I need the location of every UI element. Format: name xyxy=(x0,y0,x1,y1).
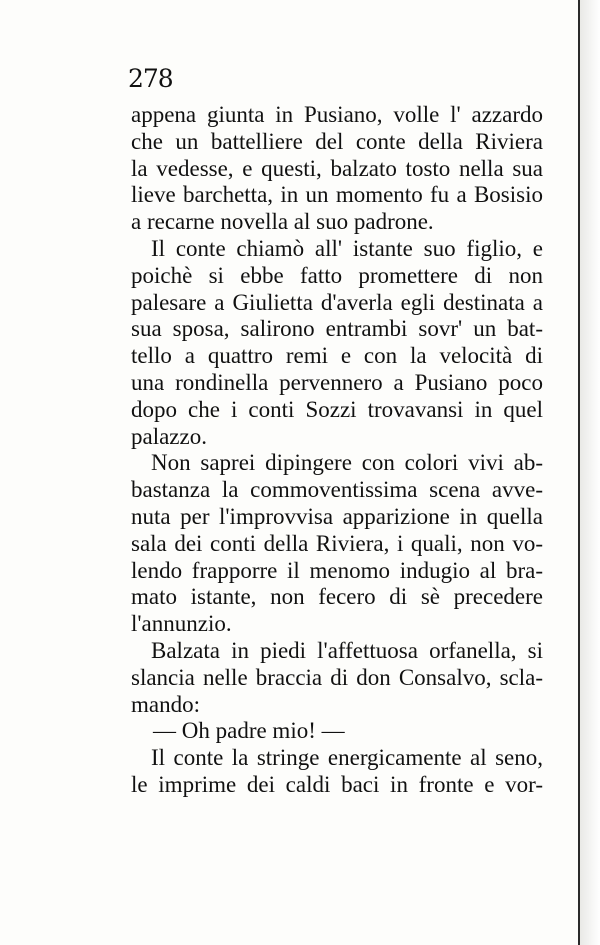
text-line: mando: xyxy=(131,691,200,717)
text-line: la vedesse, e questi, balzato tosto nella sua xyxy=(131,155,543,181)
text-line: lendo frapporre il menomo indugio al bra- xyxy=(131,557,543,583)
text-line: bastanza la commoventissima scena avve- xyxy=(131,477,543,503)
text-line: — Oh padre mio! — xyxy=(153,718,345,744)
page-number: 278 xyxy=(128,64,173,93)
text-line: a recarne novella al suo padrone. xyxy=(131,209,434,235)
text-line: le imprime dei caldi baci in fronte e vor- xyxy=(131,771,543,797)
text-line: l'annunzio. xyxy=(131,611,232,637)
body-text xyxy=(131,102,543,799)
text-line: sala dei conti della Riviera, i quali, non vo- xyxy=(131,530,543,556)
text-line: nuta per l'improvvisa apparizione in quella xyxy=(131,503,543,529)
text-line: palesare a Giulietta d'averla egli destinata a xyxy=(131,289,543,315)
text-line: Balzata in piedi l'affettuosa orfanella, si xyxy=(151,637,543,663)
text-line: Il conte chiamò all' istante suo figlio, e xyxy=(151,235,543,261)
text-line: palazzo. xyxy=(131,423,207,449)
text-line: slancia nelle braccia di don Consalvo, scla- xyxy=(131,664,543,690)
text-line: sua sposa, salirono entrambi sovr' un bat- xyxy=(131,316,543,342)
text-line: appena giunta in Pusiano, volle l' azzardo xyxy=(131,102,543,127)
text-line: dopo che i conti Sozzi trovavansi in quel xyxy=(131,396,543,422)
text-line: Il conte la stringe energicamente al seno, xyxy=(151,745,543,771)
text-line: mato istante, non fecero di sè precedere xyxy=(131,584,543,610)
text-line: poichè si ebbe fatto promettere di non xyxy=(131,262,543,288)
text-line: Non saprei dipingere con colori vivi ab- xyxy=(151,450,543,476)
text-line: lieve barchetta, in un momento fu a Bosisio xyxy=(131,182,543,208)
text-line: una rondinella pervennero a Pusiano poco xyxy=(131,369,543,395)
text-line: tello a quattro remi e con la velocità di xyxy=(131,343,543,369)
text-line: che un battelliere del conte della Riviera xyxy=(131,128,543,154)
page-edge-shadow xyxy=(580,0,600,945)
